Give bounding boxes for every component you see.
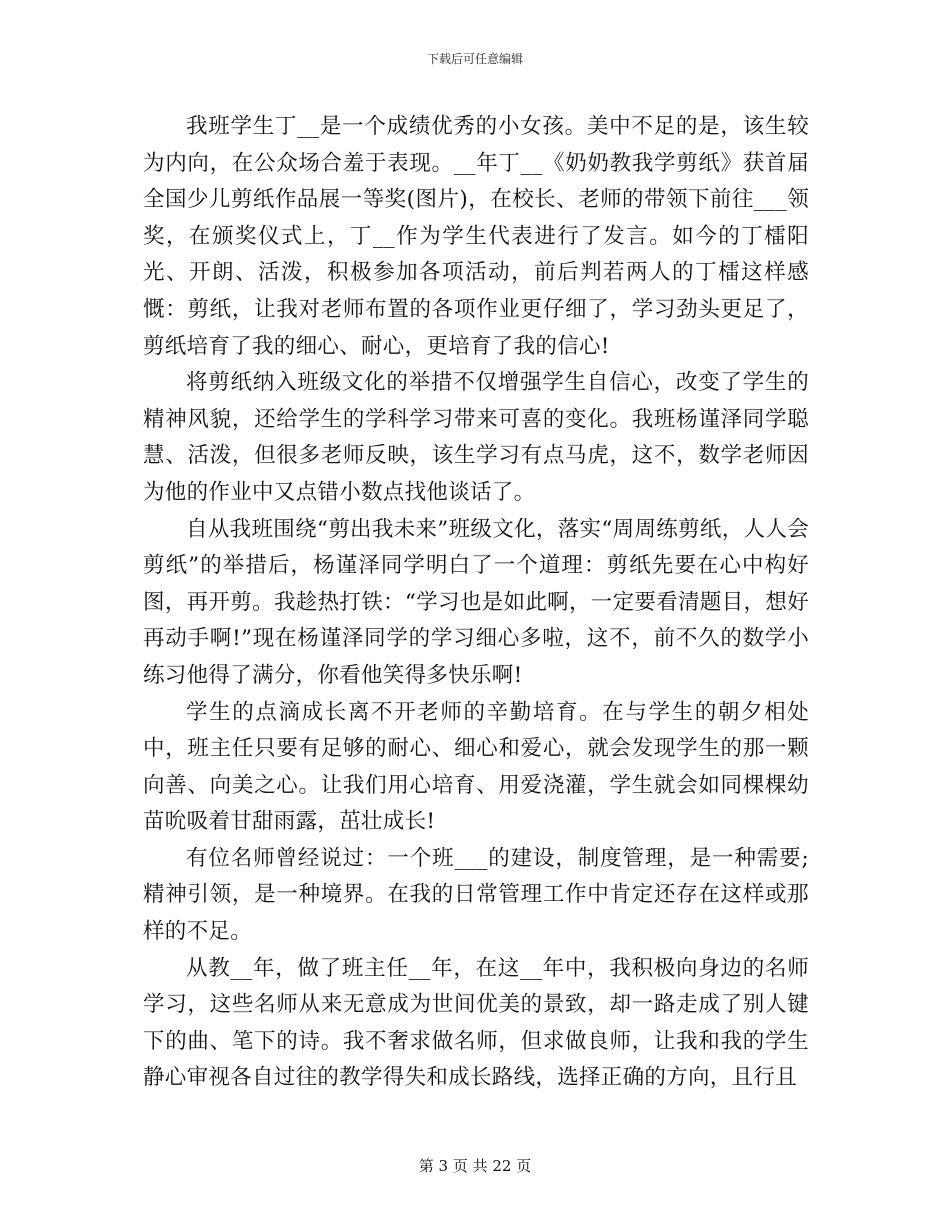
document-body: [143, 109, 809, 1097]
paragraph: 学生的点滴成长离不开老师的辛勤培育。在与学生的朝夕相处中，班主任只要有足够的耐心、细心和爱心，就会发现学生的那一颗向善、向美之心。让我们用心培育、用爱浇灌，学生就会如同棵棵幼苗吮吸着甘甜雨露，茁壮成长!: [143, 699, 809, 835]
paragraph: 将剪纸纳入班级文化的举措不仅增强学生自信心，改变了学生的精神风貌，还给学生的学科学习带来可喜的变化。我班杨谨泽同学聪慧、活泼，但很多老师反映，该生学习有点马虎，这不，数学老师因为他的作业中又点错小数点找他谈话了。: [143, 370, 809, 505]
paragraph: 我班学生丁__是一个成绩优秀的小女孩。美中不足的是，该生较为内向，在公众场合羞于表现。__年丁__《奶奶教我学剪纸》获首届全国少儿剪纸作品展一等奖(图片)，在校长、老师的带领下前往___领奖，在颁奖仪式上，丁__作为学生代表进行了发言。如今的丁檑阳光、开朗、活泼，积极参加各项活动，前后判若两人的丁檑这样感慨：剪纸，让我对老师布置的各项作业更仔细了，学习劲头更足了，剪纸培育了我的细心、耐心，更培育了我的信心!: [143, 114, 809, 359]
paragraph: 有位名师曾经说过：一个班___的建设，制度管理，是一种需要;精神引领，是一种境界。在我的日常管理工作中肯定还存在这样或那样的不足。: [143, 845, 809, 945]
paragraph: 自从我班围绕“剪出我未来”班级文化，落实“周周练剪纸，人人会剪纸”的举措后，杨谨泽同学明白了一个道理：剪纸先要在心中构好图，再开剪。我趁热打铁：“学习也是如此啊，一定要看清题目，想好再动手啊!”现在杨谨泽同学的学习细心多啦，这不，前不久的数学小练习他得了满分，你看他笑得多快乐啊!: [143, 516, 809, 688]
page-number: 第 3 页 共 22 页: [418, 1157, 532, 1175]
page-header: 下载后可任意编辑: [426, 52, 523, 66]
paragraph: 从教__年，做了班主任__年，在这__年中，我积极向身边的名师学习，这些名师从来无意成为世间优美的景致，却一路走成了别人键下的曲、笔下的诗。我不奢求做名师，但求做良师，让我和我的学生静心审视各自过往的教学得失和成长路线，选择正确的方向，且行且: [143, 955, 809, 1091]
